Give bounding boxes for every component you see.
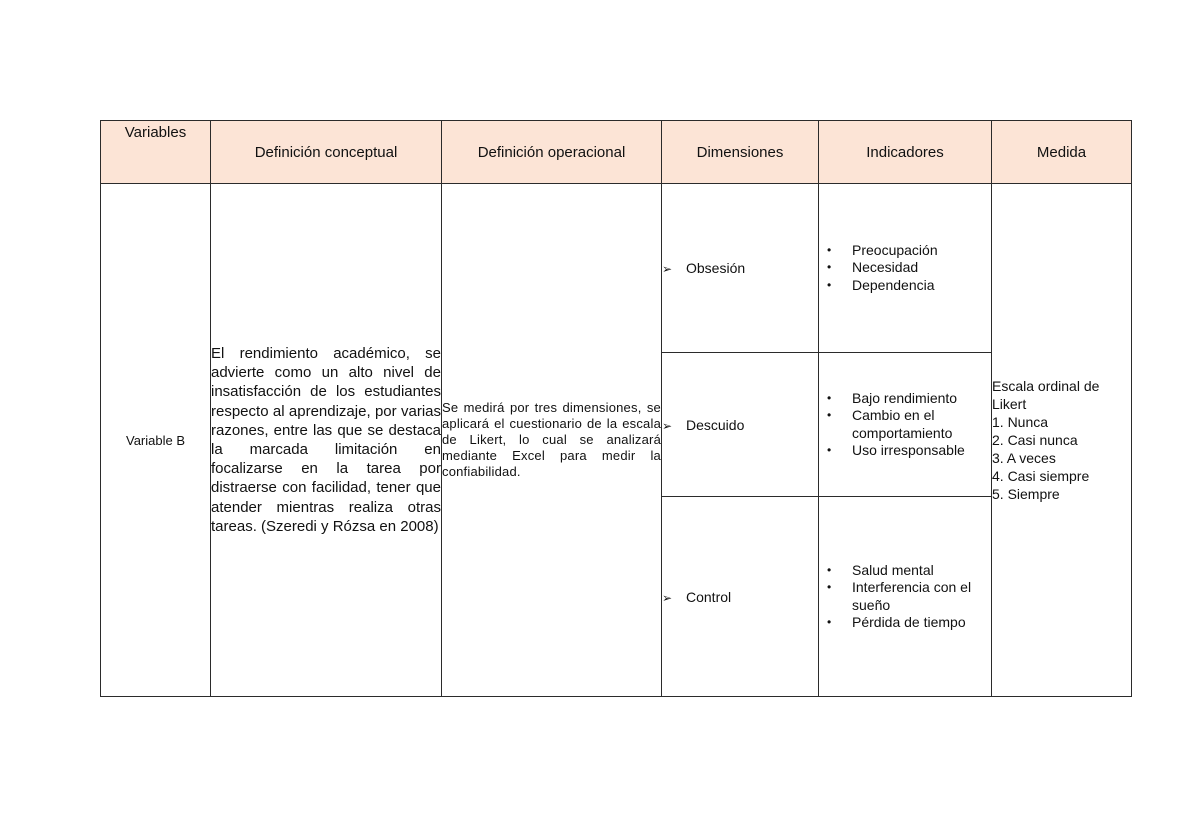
indicator-text: Necesidad bbox=[852, 259, 919, 276]
measure-option: 5. Siempre bbox=[992, 486, 1060, 502]
indicators-cell bbox=[819, 497, 992, 697]
indicator-text: Pérdida de tiempo bbox=[852, 614, 966, 630]
operationalization-table bbox=[100, 120, 1132, 697]
bullet-icon: • bbox=[827, 443, 832, 457]
measure-option: 3. A veces bbox=[992, 450, 1056, 466]
header-variables: Variables bbox=[101, 121, 211, 184]
indicator-text: Uso irresponsable bbox=[852, 442, 965, 458]
list-item bbox=[827, 390, 991, 408]
bullet-icon: • bbox=[827, 390, 832, 405]
indicator-list bbox=[819, 562, 991, 632]
measure-option: 2. Casi nunca bbox=[992, 432, 1078, 448]
dimension-name: Obsesión bbox=[686, 260, 746, 276]
bullet-icon: • bbox=[827, 562, 832, 577]
indicator-list bbox=[819, 390, 991, 460]
indicator-text: Salud mental bbox=[852, 561, 934, 578]
measure-scale: Escala ordinal de Likert bbox=[992, 378, 1100, 412]
bullet-icon: • bbox=[827, 277, 832, 292]
list-item bbox=[827, 242, 991, 260]
conceptual-definition-cell: El rendimiento académico, se advierte como un alto nivel de insatisfacción de los estudiantes respecto al aprendizaje, por varias razones, entre las que se destaca la marcada limitación en focalizarse en la tarea por distraerse con facilidad, tener que atender mientras realiza otras tareas. (Szeredi y Rózsa en 2008) bbox=[211, 184, 442, 697]
header-conceptual-definition: Definición conceptual bbox=[211, 121, 442, 184]
header-operational-definition: Definición operacional bbox=[442, 121, 662, 184]
bullet-icon: • bbox=[827, 615, 832, 629]
arrowhead-icon: ➢ bbox=[662, 262, 673, 276]
list-item bbox=[827, 579, 991, 614]
header-dimensions: Dimensiones bbox=[662, 121, 819, 184]
measure-option: 4. Casi siempre bbox=[992, 468, 1090, 484]
list-item bbox=[827, 614, 991, 632]
dimension-cell bbox=[662, 184, 819, 353]
indicators-cell bbox=[819, 184, 992, 353]
variable-name-cell: Variable B bbox=[101, 184, 211, 697]
dimension-name: Control bbox=[686, 588, 732, 605]
arrowhead-icon: ➢ bbox=[662, 590, 673, 605]
table-row bbox=[101, 184, 1132, 353]
operational-definition-cell: Se medirá por tres dimensiones, se aplicará el cuestionario de la escala de Likert, lo cual se analizará mediante Excel para medir la confiabilidad. bbox=[442, 184, 662, 697]
header-row bbox=[101, 121, 1132, 184]
bullet-icon: • bbox=[827, 242, 832, 257]
arrowhead-icon: ➢ bbox=[662, 418, 673, 433]
indicator-text: Dependencia bbox=[852, 276, 935, 293]
indicator-text: Cambio en el comportamiento bbox=[852, 407, 953, 441]
list-item bbox=[827, 259, 991, 277]
list-item bbox=[827, 562, 991, 580]
measure-cell bbox=[992, 184, 1132, 697]
indicator-text: Interferencia con el sueño bbox=[852, 579, 972, 613]
list-item bbox=[827, 407, 991, 442]
indicator-list bbox=[819, 242, 991, 295]
list-item bbox=[827, 442, 991, 460]
list-item bbox=[827, 277, 991, 295]
bullet-icon: • bbox=[827, 408, 832, 422]
dimension-cell bbox=[662, 497, 819, 697]
dimension-cell bbox=[662, 353, 819, 497]
indicators-cell bbox=[819, 353, 992, 497]
indicator-text: Bajo rendimiento bbox=[852, 389, 958, 406]
bullet-icon: • bbox=[827, 260, 832, 275]
header-indicators: Indicadores bbox=[819, 121, 992, 184]
header-measure: Medida bbox=[992, 121, 1132, 184]
dimension-name: Descuido bbox=[686, 416, 745, 433]
measure-option: 1. Nunca bbox=[992, 414, 1049, 430]
bullet-icon: • bbox=[827, 580, 832, 594]
indicator-text: Preocupación bbox=[852, 241, 938, 258]
